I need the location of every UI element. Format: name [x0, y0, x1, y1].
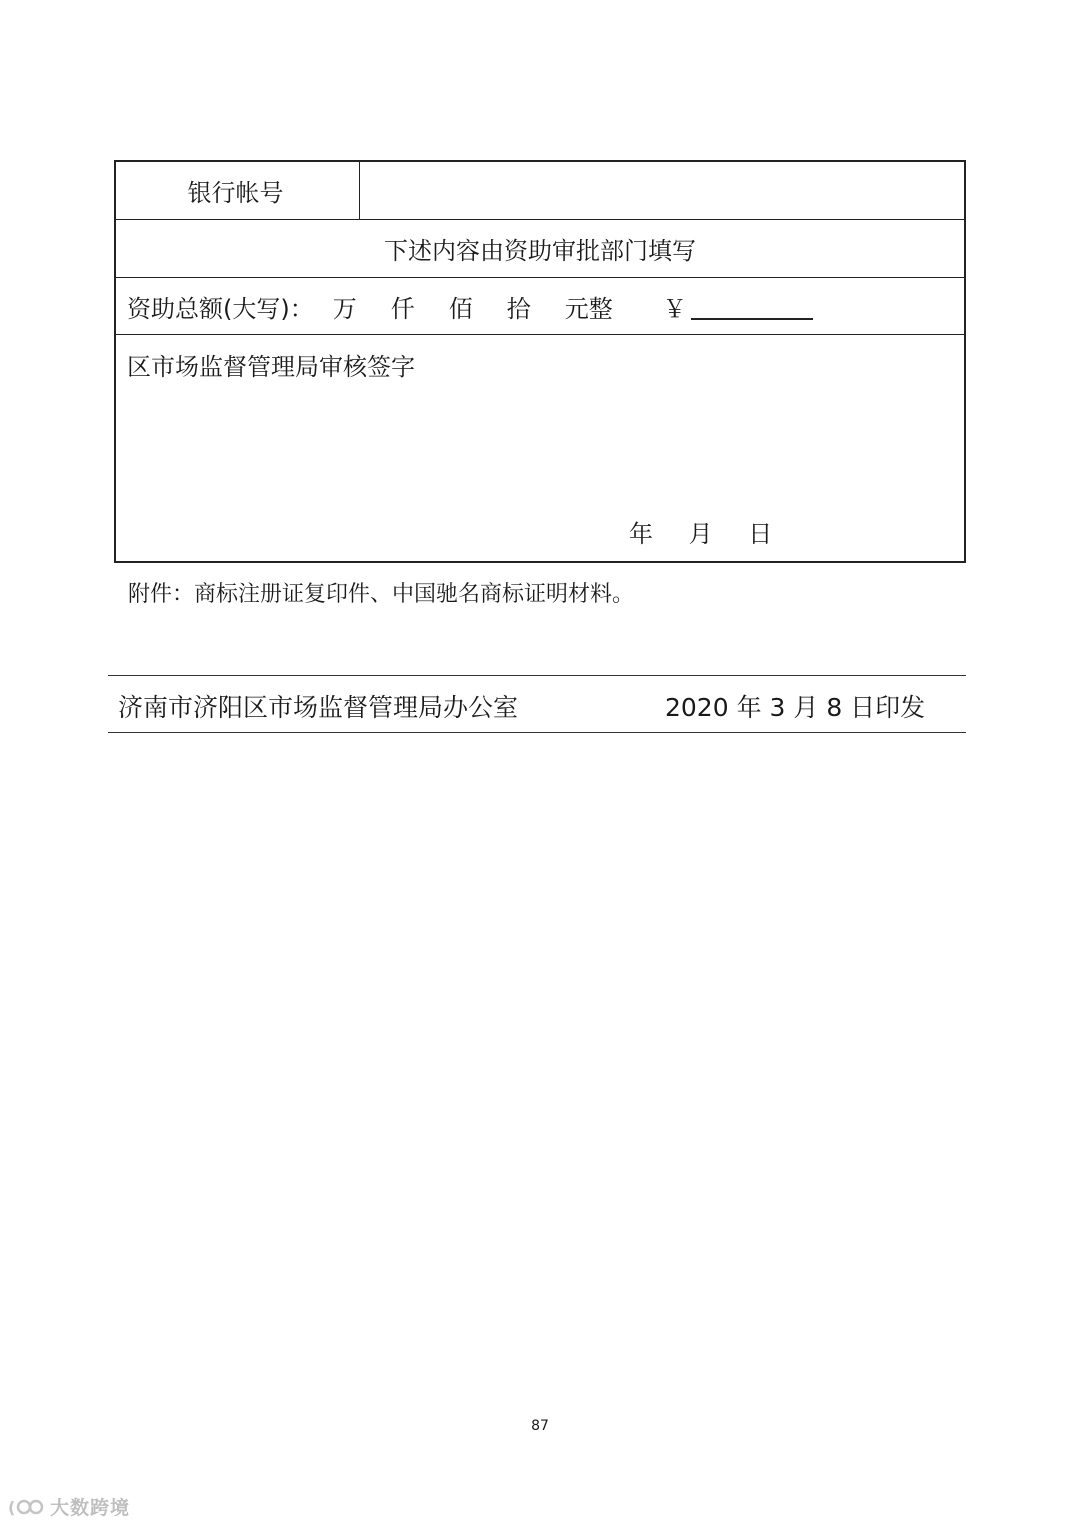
amount-row — [116, 277, 964, 334]
svg-text:(: ( — [8, 1497, 17, 1517]
watermark — [8, 1493, 130, 1520]
bank-account-field[interactable] — [360, 162, 964, 219]
date-year: 年 — [629, 520, 653, 548]
department-note-row — [116, 219, 964, 277]
attachment-note: 附件：商标注册证复印件、中国驰名商标证明材料。 — [128, 582, 635, 607]
signature-row — [116, 334, 964, 561]
issue-date: 2020 年 3 月 8 日印发 — [665, 693, 926, 722]
date-month: 月 — [688, 520, 713, 548]
unit-qian: 仟 — [390, 294, 415, 323]
issue-footer — [108, 675, 966, 733]
signature-label: 区市场监督管理局审核签字 — [127, 353, 415, 381]
date-day: 日 — [748, 520, 773, 548]
amount-label: 资助总额(大写)： — [127, 294, 314, 323]
unit-yuan: 元整 — [564, 294, 613, 323]
unit-shi: 拾 — [506, 294, 531, 323]
issuer: 济南市济阳区市场监督管理局办公室 — [118, 693, 519, 722]
department-note: 下述内容由资助审批部门填写 — [384, 237, 696, 265]
subsidy-form-table — [114, 160, 966, 563]
page-number: 87 — [531, 1418, 549, 1434]
bank-account-label: 银行帐号 — [116, 162, 360, 219]
signature-date — [629, 514, 772, 549]
watermark-text: 大数跨境 — [50, 1497, 131, 1519]
unit-bai: 佰 — [448, 294, 473, 323]
amount-blank-field[interactable] — [691, 292, 813, 320]
yen-symbol: ￥ — [662, 294, 687, 323]
logo-icon — [8, 1497, 44, 1517]
unit-wan: 万 — [332, 294, 357, 323]
bank-account-row — [116, 162, 964, 219]
